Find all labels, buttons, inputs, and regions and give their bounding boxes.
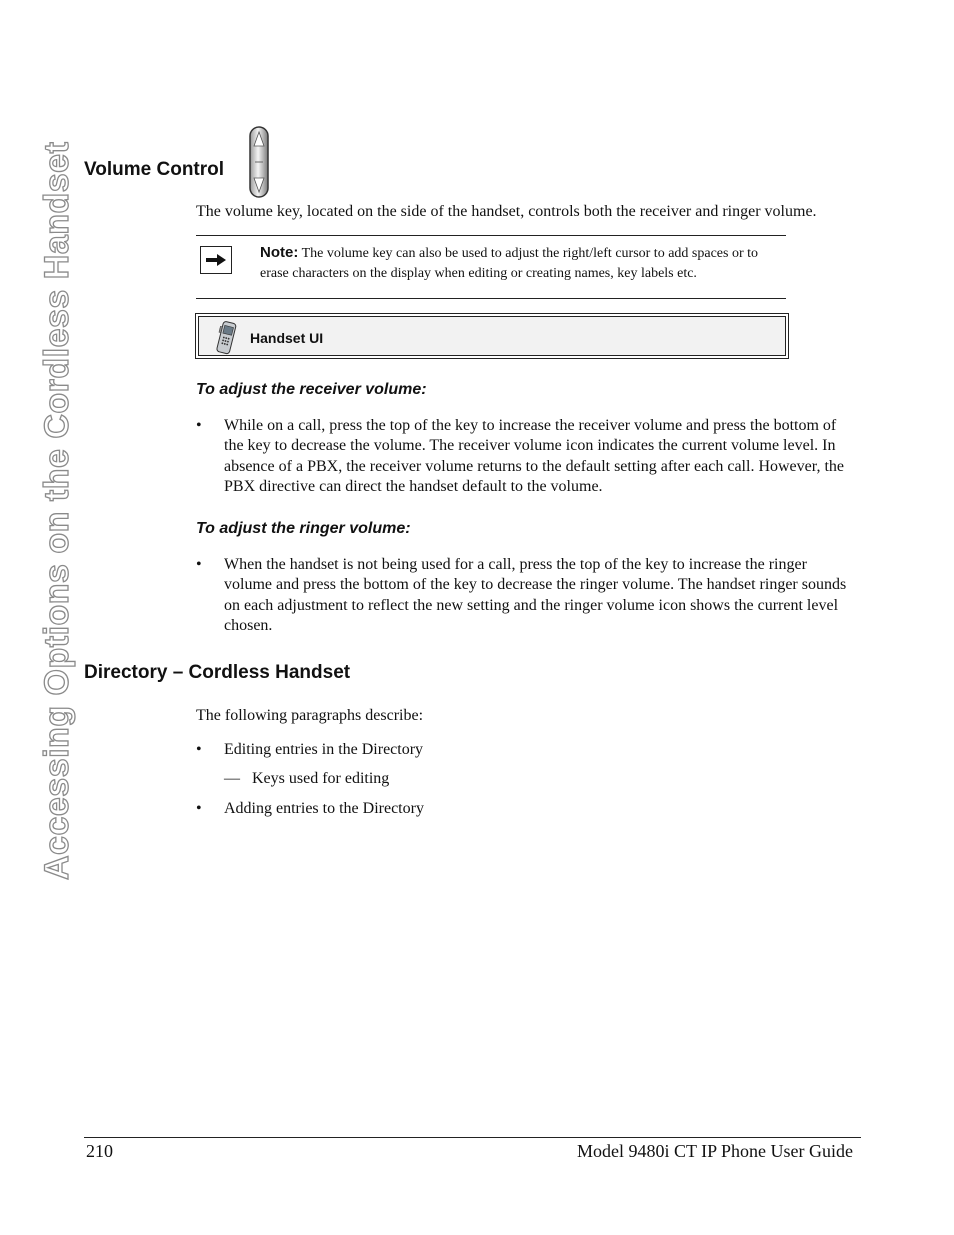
receiver-volume-instructions: While on a call, press the top of the key to increase the receiver volume and press the bottom of the key to decrease the volume. The receiver volume icon indicates the current volume level. In absence of a PBX, the receiver volume returns to the default setting after each call. However, the PBX directive can direct the handset default to the volume. bbox=[224, 417, 844, 495]
page-number: 210 bbox=[86, 1141, 113, 1161]
directory-heading: Directory – Cordless Handset bbox=[84, 662, 351, 683]
list-sub-item: Keys used for editing bbox=[252, 770, 390, 787]
bullet-marker: • bbox=[196, 800, 202, 817]
volume-intro: The volume key, located on the side of the handset, controls both the receiver and ringer volume. bbox=[196, 203, 817, 220]
handset-ui-banner bbox=[195, 313, 789, 359]
handset-ui-label: Handset UI bbox=[250, 330, 324, 346]
list-item: Editing entries in the Directory bbox=[224, 741, 424, 758]
receiver-volume-heading: To adjust the receiver volume: bbox=[196, 381, 427, 398]
note-text bbox=[260, 243, 790, 283]
dash-marker: — bbox=[224, 770, 240, 787]
bullet-marker: • bbox=[196, 741, 202, 758]
note-body: The volume key can also be used to adjust the right/left cursor to add spaces or to erase characters on the display when editing or creating names, key labels etc. bbox=[260, 246, 759, 281]
list-item: Adding entries to the Directory bbox=[224, 800, 424, 817]
bullet-marker: • bbox=[196, 556, 202, 573]
ringer-volume-heading: To adjust the ringer volume: bbox=[196, 520, 411, 537]
note-label: Note: bbox=[260, 244, 299, 261]
side-section-title: Accessing Options on the Cordless Handset bbox=[38, 141, 76, 880]
volume-control-heading: Volume Control bbox=[84, 159, 225, 180]
handset-icon bbox=[213, 319, 239, 355]
footer-rule bbox=[84, 1137, 861, 1138]
directory-intro: The following paragraphs describe: bbox=[196, 707, 424, 724]
guide-title: Model 9480i CT IP Phone User Guide bbox=[577, 1141, 853, 1161]
note-arrow-icon bbox=[200, 246, 232, 274]
note-bottom-rule bbox=[196, 298, 786, 299]
note-top-rule bbox=[196, 235, 786, 236]
volume-key-icon bbox=[248, 126, 270, 198]
bullet-marker: • bbox=[196, 417, 202, 434]
ringer-volume-instructions: When the handset is not being used for a call, press the top of the key to increase the ringer volume and press the bottom of the key to decrease the ringer volume. The handset ringer sounds on each adjustment to reflect the new setting and the ringer volume icon shows the current level chosen. bbox=[224, 556, 847, 634]
